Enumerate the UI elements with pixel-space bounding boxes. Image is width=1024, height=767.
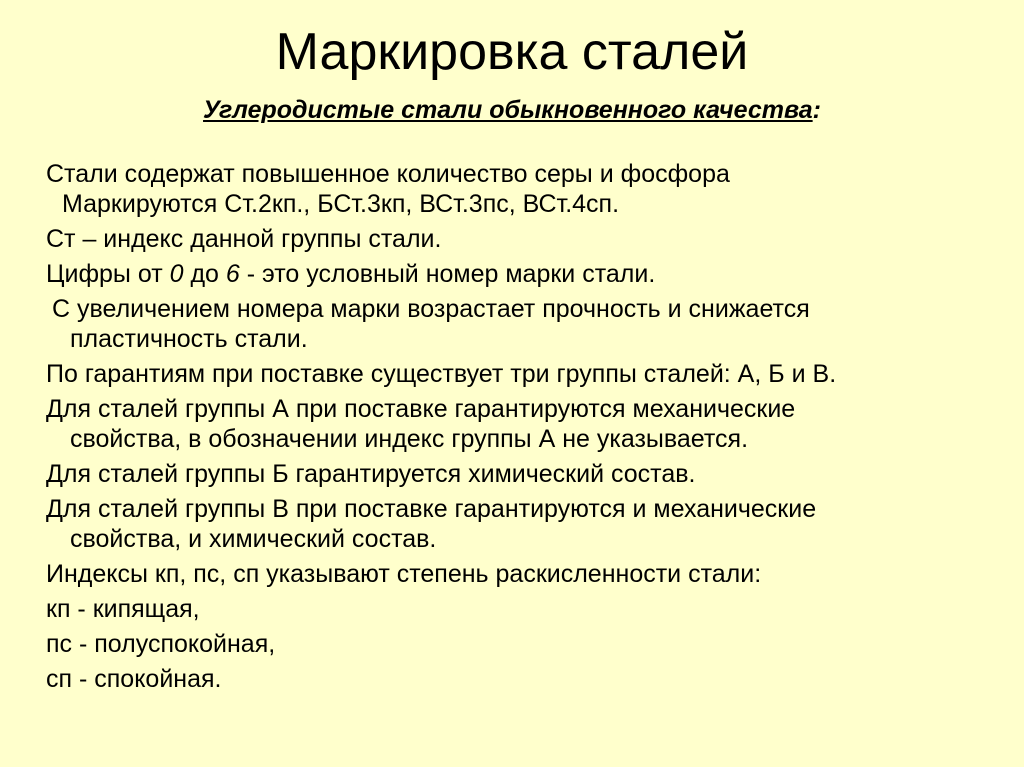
text-line: Маркируются Ст.2кп., БСт.3кп, ВСт.3пс, ВСт.4сп. [62, 190, 620, 218]
text-fragment: - это условный номер марки стали. [239, 260, 656, 288]
list-item-ps [46, 629, 986, 659]
text-line: Ст – индекс данной группы стали. [46, 225, 442, 253]
text-line: пс - полуспокойная, [46, 630, 276, 658]
text-line: С увеличением номера марки возрастает прочность и снижается [52, 295, 810, 323]
text-line: свойства, и химический состав. [70, 525, 437, 553]
text-fragment-italic: 6 [225, 260, 240, 288]
paragraph-digits [46, 259, 986, 289]
text-line: свойства, в обозначении индекс группы А не указывается. [70, 425, 749, 453]
slide-body [46, 159, 986, 699]
text-line: Стали содержат повышенное количество серы и фосфора [46, 160, 730, 188]
text-fragment-italic: 0 [169, 260, 184, 288]
paragraph-sulfur-phosphorus [46, 159, 986, 219]
paragraph-index-st [46, 224, 986, 254]
list-item-kp [46, 594, 986, 624]
text-line: Для сталей группы А при поставке гарантируются механические [46, 395, 796, 423]
paragraph-group-a [46, 394, 986, 454]
subtitle-colon: : [812, 96, 821, 124]
text-line: Для сталей группы Б гарантируется химический состав. [46, 460, 696, 488]
paragraph-strength [46, 294, 986, 354]
text-line: По гарантиям при поставке существует три группы сталей: А, Б и В. [46, 360, 837, 388]
text-line: Индексы кп, пс, сп указывают степень раскисленности стали: [46, 560, 762, 588]
text-fragment: до [183, 260, 226, 288]
list-item-sp [46, 664, 986, 694]
text-line: Для сталей группы В при поставке гарантируются и механические [46, 495, 817, 523]
paragraph-group-b [46, 459, 986, 489]
text-line: сп - спокойная. [46, 665, 222, 693]
subtitle-text: Углеродистые стали обыкновенного качества [203, 96, 813, 124]
text-fragment: Цифры от [46, 260, 170, 288]
slide-subtitle [0, 94, 1024, 126]
slide-title: Маркировка сталей [275, 23, 749, 81]
text-line [46, 259, 986, 289]
text-line: кп - кипящая, [46, 595, 200, 623]
paragraph-guarantees [46, 359, 986, 389]
text-line: пластичность стали. [70, 325, 308, 353]
paragraph-indexes [46, 559, 986, 589]
paragraph-group-v [46, 494, 986, 554]
